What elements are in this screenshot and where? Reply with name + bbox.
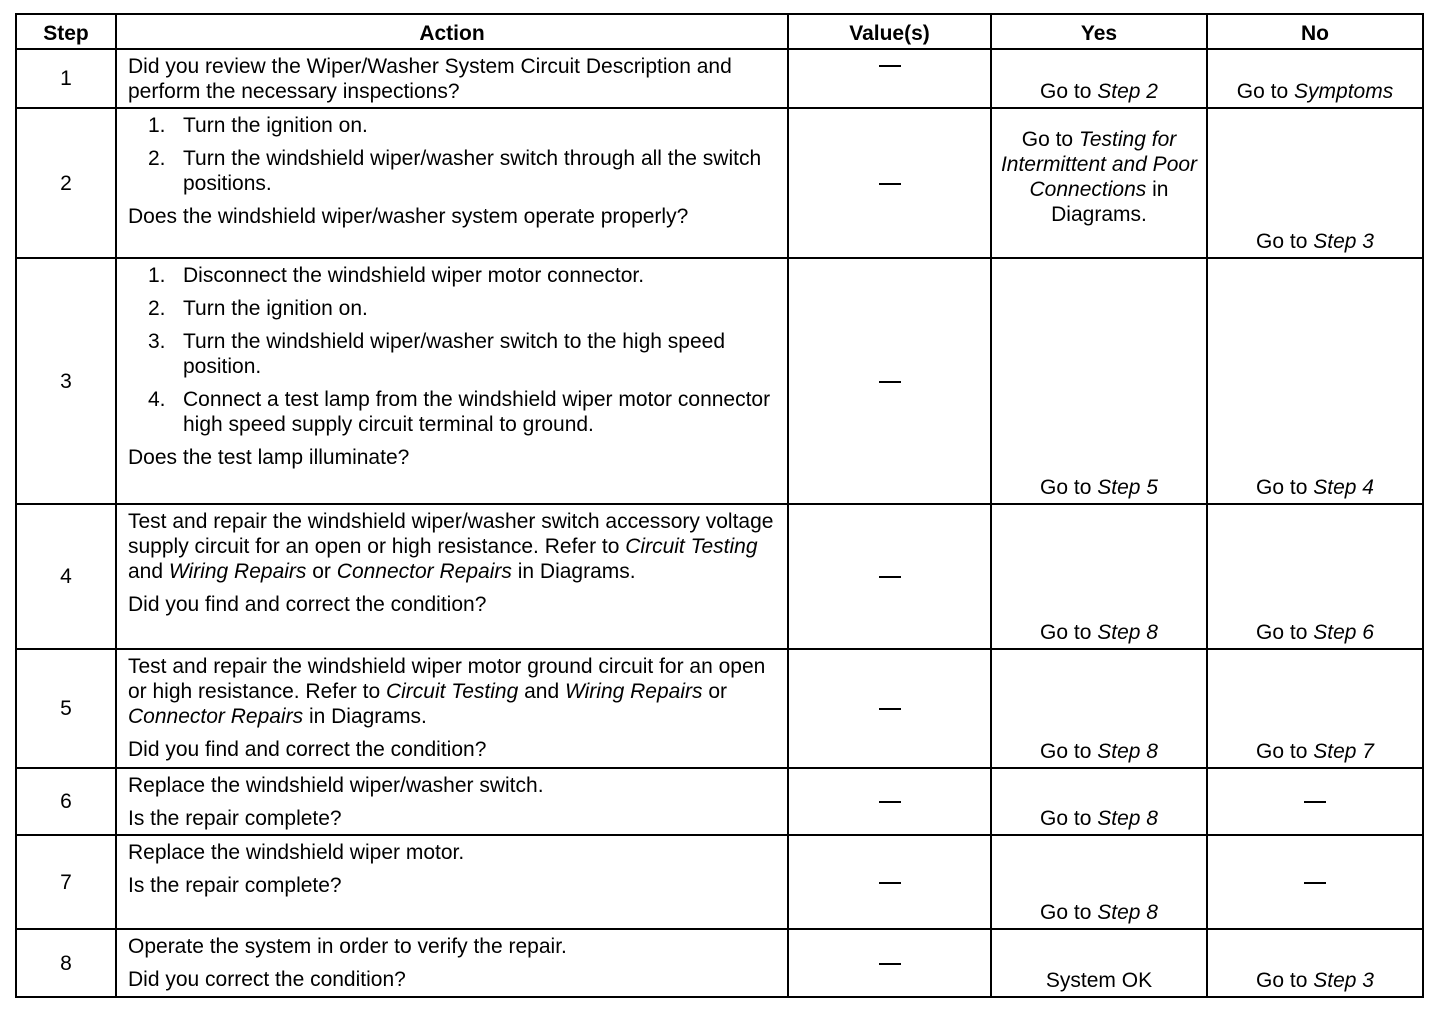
action-steps (128, 263, 779, 437)
table-row (16, 108, 1423, 258)
step-number: 2 (16, 108, 116, 258)
no-cell (1207, 835, 1423, 929)
value-cell (788, 49, 991, 108)
yes-prefix: Go to (1040, 80, 1092, 103)
yes-cell (991, 49, 1207, 108)
yes-prefix: Go to (1040, 901, 1092, 924)
no-step-link[interactable]: Step 3 (1313, 230, 1374, 253)
header-row (16, 14, 1423, 49)
no-prefix: Go to (1256, 621, 1308, 644)
circuit-testing-link[interactable]: Circuit Testing (625, 535, 758, 558)
list-item: 4. Connect a test lamp from the windshield wiper motor connector high speed supply circuit terminal to ground. (148, 388, 771, 436)
action-text: Test and repair the windshield wiper motor ground circuit for an open or high resistance. Refer to Circuit Testing and Wiring Repairs or Connector Repairs in Diagrams. (128, 655, 766, 728)
no-prefix: Go to (1256, 230, 1308, 253)
header-no: No (1207, 14, 1423, 49)
action-cell (116, 258, 788, 504)
action-text: Did you review the Wiper/Washer System Circuit Description and perform the necessary inspections? (128, 55, 732, 103)
yes-prefix: Go to (1040, 807, 1092, 830)
action-text: Replace the windshield wiper motor. (128, 841, 465, 864)
action-question: Did you find and correct the condition? (128, 593, 487, 616)
table-row (16, 768, 1423, 835)
diagnostic-table (15, 13, 1424, 998)
list-item: 1. Turn the ignition on. (148, 114, 368, 137)
dash-mark (879, 801, 901, 803)
action-text: Replace the windshield wiper/washer switch. (128, 774, 544, 797)
dash-mark (1304, 801, 1326, 803)
action-cell (116, 768, 788, 835)
no-step-link[interactable]: Step 4 (1313, 476, 1374, 499)
yes-step-link[interactable]: Step 8 (1097, 621, 1158, 644)
no-symptoms-link[interactable]: Symptoms (1294, 80, 1394, 103)
action-steps (128, 113, 779, 196)
header-yes: Yes (991, 14, 1207, 49)
table-row (16, 649, 1423, 768)
no-cell (1207, 258, 1423, 504)
circuit-testing-link[interactable]: Circuit Testing (385, 680, 519, 703)
action-question: Is the repair complete? (128, 807, 342, 830)
value-cell (788, 108, 991, 258)
table-row (16, 49, 1423, 108)
header-values: Value(s) (788, 14, 991, 49)
action-cell (116, 108, 788, 258)
yes-cell (991, 258, 1207, 504)
table-row (16, 504, 1423, 649)
value-cell (788, 504, 991, 649)
yes-step-link[interactable]: Step 8 (1097, 807, 1158, 830)
yes-cell (991, 835, 1207, 929)
action-cell (116, 649, 788, 768)
no-cell (1207, 929, 1423, 997)
table-row (16, 929, 1423, 997)
no-prefix: Go to (1256, 476, 1308, 499)
no-prefix: Go to (1236, 80, 1289, 103)
step-number: 4 (16, 504, 116, 649)
yes-cell (991, 929, 1207, 997)
wiring-repairs-link[interactable]: Wiring Repairs (168, 560, 307, 583)
list-item: 3. Turn the windshield wiper/washer switch to the high speed position. (148, 330, 726, 378)
no-cell (1207, 108, 1423, 258)
table-row (16, 258, 1423, 504)
yes-suffix: in Diagrams. (1051, 178, 1169, 226)
yes-step-link[interactable]: Step 2 (1097, 80, 1158, 103)
yes-prefix: Go to (1021, 128, 1074, 151)
yes-prefix: Go to (1040, 740, 1092, 763)
no-prefix: Go to (1256, 740, 1308, 763)
list-item: 2. Turn the ignition on. (148, 297, 368, 320)
value-cell (788, 835, 991, 929)
yes-cell (991, 504, 1207, 649)
action-text: Test and repair the windshield wiper/washer switch accessory voltage supply circuit for an open or high resistance. Refer to Circuit Testing and Wiring Repairs or Connector Repairs in Diagrams. (128, 510, 774, 583)
action-cell (116, 835, 788, 929)
action-cell (116, 504, 788, 649)
action-question: Does the windshield wiper/washer system operate properly? (128, 205, 689, 228)
step-number: 1 (16, 49, 116, 108)
dash-mark (879, 882, 901, 884)
step-number: 3 (16, 258, 116, 504)
yes-step-link[interactable]: Step 5 (1097, 476, 1158, 499)
step-number: 6 (16, 768, 116, 835)
value-cell (788, 258, 991, 504)
no-cell (1207, 504, 1423, 649)
yes-cell (991, 649, 1207, 768)
connector-repairs-link[interactable]: Connector Repairs (336, 560, 512, 583)
value-cell (788, 929, 991, 997)
action-text: Operate the system in order to verify the repair. (128, 935, 567, 958)
no-cell (1207, 49, 1423, 108)
dash-mark (1304, 882, 1326, 884)
dash-mark (879, 708, 901, 710)
dash-mark (879, 576, 901, 578)
action-question: Did you find and correct the condition? (128, 738, 487, 761)
no-step-link[interactable]: Step 7 (1313, 740, 1374, 763)
step-number: 5 (16, 649, 116, 768)
action-cell (116, 49, 788, 108)
value-cell (788, 768, 991, 835)
yes-cell (991, 768, 1207, 835)
no-cell (1207, 768, 1423, 835)
dash-mark (879, 183, 901, 185)
yes-cell (991, 108, 1207, 258)
no-prefix: Go to (1256, 969, 1308, 992)
action-question: Is the repair complete? (128, 874, 342, 897)
action-cell (116, 929, 788, 997)
wiring-repairs-link[interactable]: Wiring Repairs (564, 680, 703, 703)
list-item: 2. Turn the windshield wiper/washer switch through all the switch positions. (148, 147, 762, 195)
dash-mark (879, 381, 901, 383)
yes-step-link[interactable]: Step 8 (1097, 901, 1158, 924)
system-ok-text: System OK (1045, 969, 1153, 992)
dash-mark (879, 963, 901, 965)
yes-prefix: Go to (1040, 476, 1092, 499)
dash-mark (879, 65, 901, 92)
step-number: 8 (16, 929, 116, 997)
yes-prefix: Go to (1040, 621, 1092, 644)
list-item: 1. Disconnect the windshield wiper motor connector. (148, 264, 645, 287)
no-cell (1207, 649, 1423, 768)
no-step-link[interactable]: Step 6 (1313, 621, 1374, 644)
header-action: Action (116, 14, 788, 49)
action-question: Did you correct the condition? (128, 968, 406, 991)
value-cell (788, 649, 991, 768)
yes-step-link[interactable]: Step 8 (1097, 740, 1158, 763)
connector-repairs-link[interactable]: Connector Repairs (128, 705, 304, 728)
table-row (16, 835, 1423, 929)
action-question: Does the test lamp illuminate? (128, 446, 410, 469)
header-step: Step (16, 14, 116, 49)
step-number: 7 (16, 835, 116, 929)
no-step-link[interactable]: Step 3 (1313, 969, 1374, 992)
yes-diagrams-link[interactable]: Testing for Intermittent and Poor Connections (1000, 128, 1198, 201)
